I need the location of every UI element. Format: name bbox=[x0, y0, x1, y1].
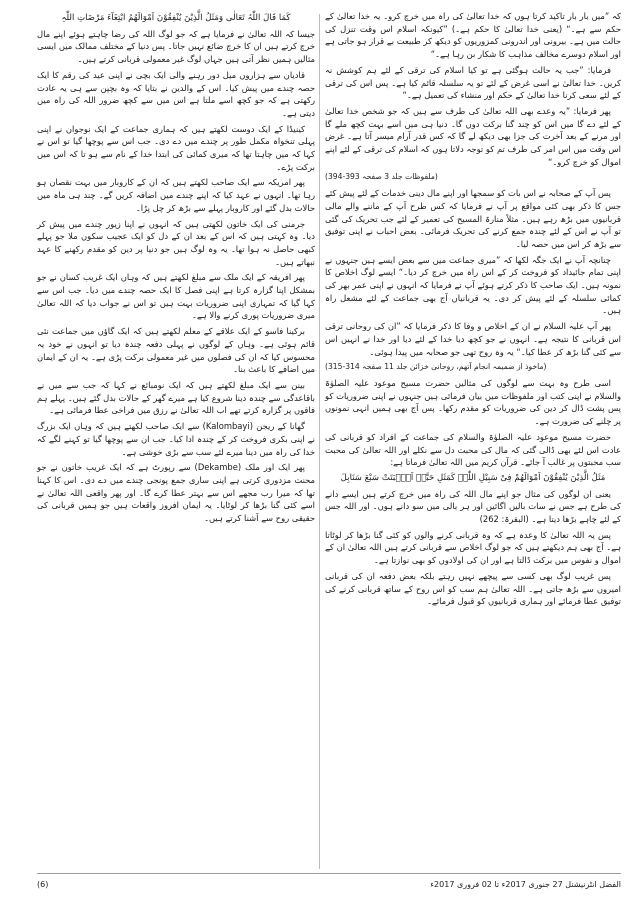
paragraph: کینیڈا کے ایک دوست لکھتے ہیں کہ ہماری جماعت کے ایک نوجوان نے اپنی پہلی تنخواہ مکمل طور پر چندے میں دے دی۔ جب اس سے پوچھا گیا تو اس نے کہا کہ میں چاہتا تھا کہ میری کمائی کی ابتدا خدا کے نام سے ہو تا کہ اس میں برکت پڑے۔ bbox=[37, 123, 315, 172]
page-number: (6) bbox=[37, 880, 49, 889]
paragraph: یعنی ان لوگوں کی مثال جو اپنے مال اللہ کی راہ میں خرچ کرتے ہیں ایسے دانے کی طرح ہے جس نے سات بالیں اگائیں اور ہر بالی میں سو دانے ہوں۔ اور اللہ جس کے لئے چاہے بڑھا دیتا ہے۔ (البقرۃ: 262) bbox=[325, 488, 621, 525]
paragraph: برکینا فاسو کے ایک علاقے کے معلم لکھتے ہیں کہ ایک گاؤں میں جماعت نئی قائم ہوئی ہے۔ وہاں کے لوگوں نے پہلی دفعہ چندہ دیا تو انہوں نے خود یہ محسوس کیا کہ ان کی فصلوں میں غیر معمولی برکت پڑی ہے۔ یہ ان کے ایمان میں اضافے کا باعث بنا۔ bbox=[37, 326, 315, 375]
quran-verse: کَمَا قَالَ اللّٰہُ تَعَالٰی وَمَثَلُ الَّذِیْنَ یُنْفِقُوْنَ اَمْوَالَھُمُ ابْتِغَآءَ مَرْضَاتِ اللّٰہِ bbox=[61, 13, 291, 23]
paragraph: پھر آپ علیہ السلام نے ان کے اخلاص و وفا کا ذکر فرمایا کہ ”ان کی روحانی ترقی اس قربانی کا نتیجہ ہے۔ انہوں نے جو کچھ دیا خدا کے لئے دیا اور خدا نے انہیں اس سے کئی گنا بڑھ کر عطا کیا۔“ یہ وہ روح تھی جو صحابہ میں پیدا ہوئی۔ bbox=[325, 321, 621, 357]
paragraph: پھر ایک اور ملک (Dekambe) سے رپورٹ ہے کہ ایک غریب خاتون نے جو محنت مزدوری کرتی ہے اپنی ساری جمع پونجی چندے میں دے دی۔ اس کا کہنا تھا کہ میرا رب مجھے اس سے بہتر عطا کرے گا۔ اور پھر واقعی اللہ تعالیٰ نے اسے کئی گنا بڑھا کر لوٹایا۔ یہ ایمان افروز واقعات ہیں جو ہمیں قربانی کی حقیقی روح سے آشنا کرتے ہیں۔ bbox=[37, 462, 315, 524]
paragraph: پس آپ کے صحابہ نے اس بات کو سمجھا اور اپنے مال دینی خدمات کے لئے پیش کئے جس کا ذکر بھی کئی مواقع پر آپ نے فرمایا کہ کس طرح آپ کے ماننے والے مالی قربانیوں میں بڑھ رہے ہیں۔ مثلاً منارۃ المسیح کی تعمیر کے لئے جب تحریک کی گئی تو آپ نے اس کے لئے چندہ جمع کرنے کی تحریک فرمائی۔ بعض احباب نے اپنی توفیق سے بڑھ کر اس میں حصہ لیا۔ bbox=[325, 188, 621, 249]
paragraph: جیسا کہ اللہ تعالیٰ نے فرمایا ہے کہ جو لوگ اللہ کی رضا چاہتے ہوئے اپنے مال خرچ کرتے ہیں ان کا خرچ ضائع نہیں جاتا۔ پس دنیا کے مختلف ممالک میں ایسی مثالیں ہمیں نظر آتی ہیں جہاں لوگ غیر معمولی قربانی کرتے ہیں۔ bbox=[37, 28, 315, 65]
quran-verse: مَثَلُ الَّذِیْنَ یُنْفِقُوْنَ اَمْوَالَھُمْ فِیْ سَبِیْلِ اللّٰہِ کَمَثَلِ حَبَّۃٍ اَنْۢبَتَتْ سَبْعَ سَنَابِلَ bbox=[340, 472, 606, 483]
paragraph: بینن سے ایک مبلغ لکھتے ہیں کہ ایک نومبائع نے کہا کہ جب سے میں نے باقاعدگی سے چندہ دینا شروع کیا ہے میرے گھر کے حالات بدل گئے ہیں۔ پہلے ہم فاقوں پر گزارہ کرتے تھے اب اللہ تعالیٰ نے رزق میں فراخی عطا فرمائی ہے۔ bbox=[36, 379, 315, 416]
left-column bbox=[37, 10, 315, 528]
column-divider bbox=[319, 14, 320, 869]
citation: (ماخوذ از ضمیمہ انجام آتھم، روحانی خزائن جلد 11 صفحہ 314-315) bbox=[325, 362, 547, 372]
citation: (ملفوظات جلد 3 صفحہ 393-394) bbox=[325, 172, 438, 182]
footer-divider bbox=[37, 873, 621, 874]
paragraph: قادیان سے ہزاروں میل دور رہنے والی ایک بچی نے اپنی عید کی رقم کا ایک حصہ چندے میں پیش کیا۔ اس کے والدین نے بتایا کہ وہ بچپن سے ہی یہ عادت رکھتی ہے کہ جو کچھ اسے ملتا ہے اس میں سے کچھ ضرور اللہ کی راہ میں دیتی ہے۔ bbox=[37, 69, 315, 118]
paragraph: پھر امریکہ سے ایک صاحب لکھتے ہیں کہ ان کے کاروبار میں بہت نقصان ہو رہا تھا۔ انہوں نے عہد کیا کہ اپنے چندے میں اضافہ کریں گے۔ چند ہی ماہ میں حالات بدل گئے اور کاروبار پہلے سے بڑھ کر چل پڑا۔ bbox=[37, 177, 315, 213]
paragraph: فرمایا: ”جب یہ حالت ہوگئی ہے تو کیا اسلام کی ترقی کے لئے ہم کوشش نہ کریں۔ خدا تعالیٰ نے اسی غرض کے لئے تو یہ سلسلہ قائم کیا ہے۔ پس اس کی ترقی کے لئے سعی کرنا خدا تعالیٰ کے حکم اور منشاء کی تعمیل ہے۔“ bbox=[325, 64, 621, 101]
paragraph: کہ ”میں بار بار تاکید کرتا ہوں کہ خدا تعالیٰ کی راہ میں خرچ کرو۔ یہ خدا تعالیٰ کے حکم سے ہے۔“ (یعنی خدا تعالیٰ کا حکم ہے۔) ”کیونکہ اسلام اس وقت تنزل کی حالت میں ہے۔ بیرونی اور اندرونی کمزوریوں کو دیکھ کر طبیعت بے قرار ہو جاتی ہے اور اسلام دوسرے مخالف مذاہب کا شکار بن رہا ہے۔“ bbox=[325, 11, 621, 60]
paragraph: اسی طرح وہ بہت سے لوگوں کی مثالیں حضرت مسیح موعود علیہ الصلوٰۃ والسلام نے اپنی کتب اور ملفوظات میں بیان فرمائی ہیں جنہوں نے اپنی ضروریات کو پس پشت ڈال کر دین کی ضروریات کو مقدم رکھا۔ پس آج بھی ہمیں انہی نمونوں پر چلنے کی ضرورت ہے۔ bbox=[325, 377, 621, 427]
paragraph: پھر فرمایا: ”یہ وعدے بھی اللہ تعالیٰ کی طرف سے ہیں کہ جو شخص خدا تعالیٰ کے لئے دے گا میں اس کو چند گنا برکت دوں گا۔ دنیا ہی میں اسے بہت کچھ ملے گا اور مرنے کے بعد آخرت کی جزا بھی دیکھ لے گا کہ کس قدر آرام میسر آتا ہے۔ غرض اس وقت میں اس امر کی طرف تم کو توجہ دلاتا ہوں کہ اسلام کی ترقی کے لئے اپنے اموال کو خرچ کرو۔“ bbox=[325, 105, 621, 167]
paragraph: حضرت مسیح موعود علیہ الصلوٰۃ والسلام کی جماعت کے افراد کو قربانی کی عادت اس لئے بھی ڈالی گئی کہ مال کی محبت دل سے نکلے اور اللہ تعالیٰ کی محبت سب محبتوں پر غالب آ جائے۔ قرآن کریم میں اللہ تعالیٰ فرماتا ہے: bbox=[325, 431, 621, 468]
right-column bbox=[325, 10, 621, 611]
paragraph: چنانچہ آپ نے ایک جگہ لکھا کہ ”میری جماعت میں سے بعض ایسے ہیں جنہوں نے اپنی تمام جائیداد کو فروخت کر کے اس راہ میں خرچ کر دیا۔“ ایسے لوگ اخلاص کا نمونہ ہیں۔ ایک صاحب کا ذکر کرتے ہوئے آپ نے فرمایا کہ انہوں نے اپنی عمر بھر کی کمائی سلسلہ کے لئے پیش کر دی۔ یہ قربانیاں آج بھی جماعت کے لئے مشعل راہ ہیں۔ bbox=[325, 254, 621, 316]
paragraph: گھانا کے ریجن (Kalombayi) سے ایک صاحب لکھتے ہیں کہ وہاں ایک بزرگ نے اپنی بکری فروخت کر کے چندہ ادا کیا۔ جب ان سے پوچھا گیا تو کہنے لگے کہ خدا کی راہ میں دینا میرے لئے سب سے بڑی خوشی ہے۔ bbox=[37, 421, 315, 457]
paragraph: جرمنی کی ایک خاتون لکھتی ہیں کہ انہوں نے اپنا زیور چندے میں پیش کر دیا۔ وہ کہتی ہیں کہ اس کے بعد ان کے دل کو ایک عجیب سکون ملا جو پہلے کبھی حاصل نہ ہوا تھا۔ یہ وہ لوگ ہیں جو دنیا پر دین کو مقدم رکھنے کا عہد نبھاتے ہیں۔ bbox=[37, 218, 315, 267]
publication-title: الفضل انٹرنیشنل 27 جنوری 2017ء تا 02 فروری 2017ء bbox=[430, 880, 621, 889]
paragraph: پس یہ اللہ تعالیٰ کا وعدہ ہے کہ وہ قربانی کرنے والوں کو کئی گنا بڑھا کر لوٹاتا ہے۔ آج بھی ہم دیکھتے ہیں کہ جو لوگ اخلاص سے قربانی کرتے ہیں اللہ تعالیٰ ان کے اموال و نفوس میں برکت ڈالتا ہے اور ان کی اولادوں کو بھی نوازتا ہے۔ bbox=[325, 529, 621, 566]
paragraph: پھر افریقہ کے ایک ملک سے مبلغ لکھتے ہیں کہ وہاں ایک غریب کسان نے جو بمشکل اپنا گزارہ کرتا ہے اپنی فصل کا ایک حصہ چندے میں دیا۔ جب اس سے کہا گیا کہ تمہاری اپنی ضروریات بہت ہیں تو اس نے جواب دیا کہ اللہ تعالیٰ میری ضروریات پوری کرنے والا ہے۔ bbox=[37, 272, 315, 321]
paragraph: پس غریب لوگ بھی کسی سے پیچھے نہیں رہتے بلکہ بعض دفعہ ان کی قربانی امیروں سے بڑھ جاتی ہے۔ اللہ تعالیٰ ہم سب کو اس روح کے ساتھ قربانی کرنے کی توفیق عطا فرمائے اور ہماری قربانیوں کو قبول فرمائے۔ bbox=[325, 570, 621, 607]
page-footer bbox=[37, 878, 621, 892]
